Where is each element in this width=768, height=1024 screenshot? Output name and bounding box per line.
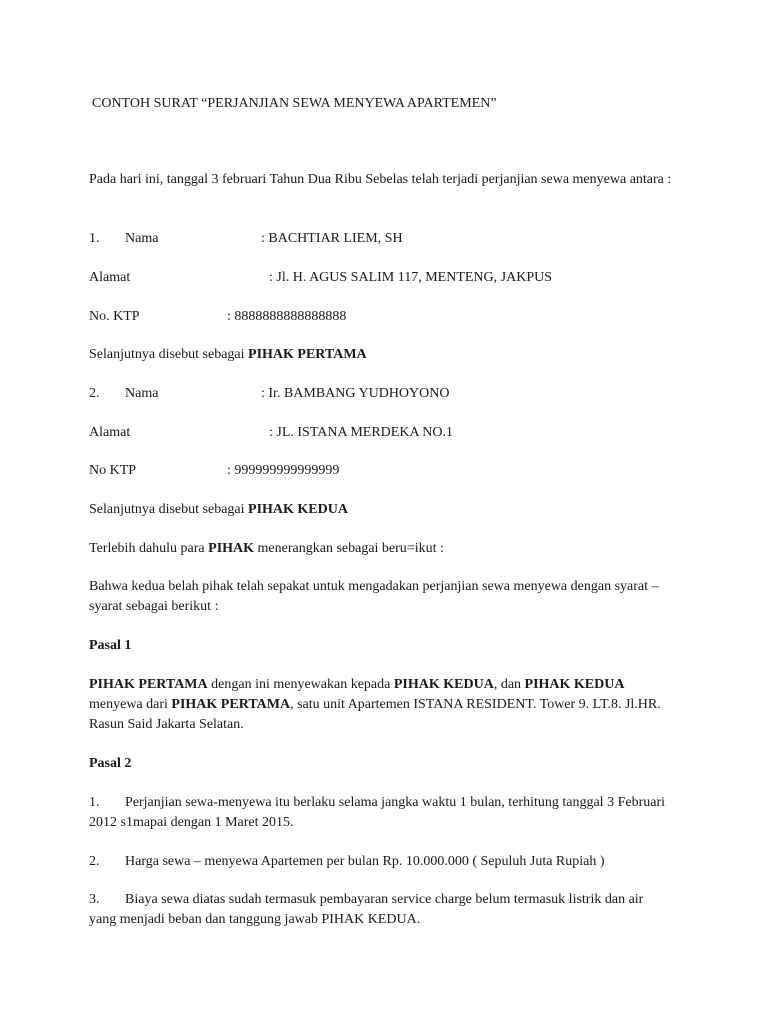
party2-reference: [89, 500, 348, 520]
pasal1-heading-text: Pasal 1: [89, 638, 132, 653]
preamble-1: [89, 539, 444, 559]
pasal2-item-3-number: 3.: [89, 892, 100, 907]
party1-name-label: Nama: [125, 231, 159, 246]
intro-paragraph: Pada hari ini, tanggal 3 februari Tahun Dua Ribu Sebelas telah terjadi perjanjian sewa menyewa antara :: [89, 172, 672, 187]
party2-address-value: : JL. ISTANA MERDEKA NO.1: [269, 425, 453, 440]
party2-name-label: Nama: [125, 386, 159, 401]
party2-ktp-value: : 999999999999999: [227, 463, 340, 478]
party1-ktp-value: : 8888888888888888: [227, 309, 347, 324]
party1-name-value: : BACHTIAR LIEM, SH: [261, 231, 403, 246]
party2-address-label: Alamat: [89, 425, 131, 440]
pasal2-item-3: [89, 890, 674, 930]
pasal1-heading: [89, 636, 689, 656]
party2-number: 2.: [89, 386, 100, 401]
party1-address-value: : Jl. H. AGUS SALIM 117, MENTENG, JAKPUS: [269, 270, 553, 285]
pasal2-item-1-text: Perjanjian sewa-menyewa itu berlaku selama jangka waktu 1 bulan, terhitung tanggal 3 Februari 2012 s1mapai dengan 1 Maret 2015.: [89, 795, 665, 830]
preamble-1-text-c: menerangkan sebagai beru=ikut :: [254, 541, 444, 556]
party1-reference: [89, 345, 367, 365]
document-title: CONTOH SURAT “PERJANJIAN SEWA MENYEWA APARTEMEN”: [92, 96, 497, 111]
pasal2-item-2-number: 2.: [89, 854, 100, 869]
pasal2-item-3-text: Biaya sewa diatas sudah termasuk pembayaran service charge belum termasuk listrik dan air yang menjadi beban dan tanggung jawab PIHAK KEDUA.: [89, 892, 644, 927]
pasal1-body: [89, 675, 674, 735]
pasal2-item-1: [89, 793, 669, 833]
party1-number: 1.: [89, 231, 100, 246]
pasal2-item-2-text: Harga sewa – menyewa Apartemen per bulan Rp. 10.000.000 ( Sepuluh Juta Rupiah ): [125, 854, 605, 869]
party1-reference-text: Selanjutnya disebut sebagai: [89, 347, 249, 362]
pasal2-heading: [89, 754, 689, 774]
pasal1-bold-5: PIHAK KEDUA: [524, 677, 625, 692]
party2-name-value: : Ir. BAMBANG YUDHOYONO: [261, 386, 450, 401]
preamble-1-bold: PIHAK: [208, 541, 255, 556]
party2-ktp-label: No KTP: [89, 463, 137, 478]
preamble-2: Bahwa kedua belah pihak telah sepakat untuk mengadakan perjanjian sewa menyewa dengan syarat – syarat sebagai berikut :: [89, 579, 659, 614]
pasal1-bold-3: PIHAK KEDUA: [393, 677, 494, 692]
pasal2-heading-text: Pasal 2: [89, 756, 132, 771]
pasal1-text-8: , satu unit Apartemen ISTANA RESIDENT. Tower 9. LT.8. Jl.HR. Rasun Said Jakarta Selatan.: [89, 697, 661, 732]
party2-reference-bold: PIHAK KEDUA: [248, 502, 348, 517]
pasal1-text-2: dengan ini menyewakan kepada: [207, 677, 394, 692]
pasal1-text-6: menyewa dari: [89, 697, 172, 712]
pasal1-bold-1: PIHAK PERTAMA: [89, 677, 208, 692]
party1-reference-bold: PIHAK PERTAMA: [248, 347, 367, 362]
pasal2-item-2: [89, 852, 679, 872]
party2-reference-text: Selanjutnya disebut sebagai: [89, 502, 249, 517]
pasal1-bold-7: PIHAK PERTAMA: [171, 697, 291, 712]
party1-address-label: Alamat: [89, 270, 131, 285]
party1-ktp-label: No. KTP: [89, 309, 140, 324]
pasal1-text-4: , dan: [493, 677, 525, 692]
pasal2-item-1-number: 1.: [89, 795, 100, 810]
preamble-1-text-a: Terlebih dahulu para: [89, 541, 209, 556]
